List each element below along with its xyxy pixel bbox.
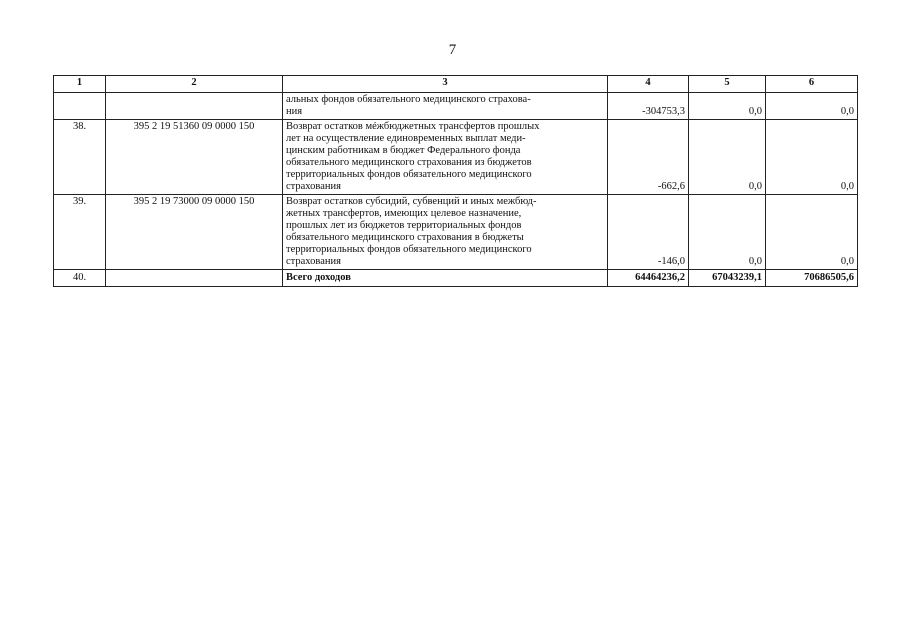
total-row [54, 270, 858, 287]
row-description: альных фондов обязательного медицинского страхова- ния [283, 93, 608, 120]
total-col-4: 64464236,2 [608, 270, 689, 287]
value-col-5: 0,0 [689, 195, 766, 270]
table-row [54, 195, 858, 270]
column-header: 3 [283, 76, 608, 93]
row-description: Возврат остатков мéжбюджетных трансфертов прошлых лет на осуществление единовременных выплат меди- цинским работникам в бюджет Федерального фонда обязательного медицинского страхования из бюджетов территориальных фондов обязательного медицинского страхования [283, 120, 608, 195]
budget-code: 395 2 19 51360 09 0000 150 [106, 120, 283, 195]
total-col-6: 70686505,6 [766, 270, 858, 287]
value-col-6: 0,0 [766, 93, 858, 120]
column-header: 5 [689, 76, 766, 93]
value-col-6: 0,0 [766, 120, 858, 195]
value-col-4: -146,0 [608, 195, 689, 270]
row-number: 39. [54, 195, 106, 270]
total-label: Всего доходов [283, 270, 608, 287]
column-header: 2 [106, 76, 283, 93]
budget-code [106, 93, 283, 120]
value-col-5: 0,0 [689, 93, 766, 120]
budget-code [106, 270, 283, 287]
column-header: 4 [608, 76, 689, 93]
total-col-5: 67043239,1 [689, 270, 766, 287]
column-header: 1 [54, 76, 106, 93]
value-col-5: 0,0 [689, 120, 766, 195]
row-description: Возврат остатков субсидий, субвенций и иных межбюд- жетных трансфертов, имеющих целевое назначение, прошлых лет из бюджетов территориальных фондов обязательного медицинского страхования в бюджеты территориальных фондов обязательного медицинского страхования [283, 195, 608, 270]
row-number: 40. [54, 270, 106, 287]
value-col-6: 0,0 [766, 195, 858, 270]
row-number: 38. [54, 120, 106, 195]
table-row [54, 120, 858, 195]
page-number: 7 [448, 42, 457, 58]
value-col-4: -662,6 [608, 120, 689, 195]
column-header: 6 [766, 76, 858, 93]
budget-code: 395 2 19 73000 09 0000 150 [106, 195, 283, 270]
table-row [54, 93, 858, 120]
budget-table [53, 75, 858, 287]
row-number [54, 93, 106, 120]
value-col-4: -304753,3 [608, 93, 689, 120]
table-header-row [54, 76, 858, 93]
